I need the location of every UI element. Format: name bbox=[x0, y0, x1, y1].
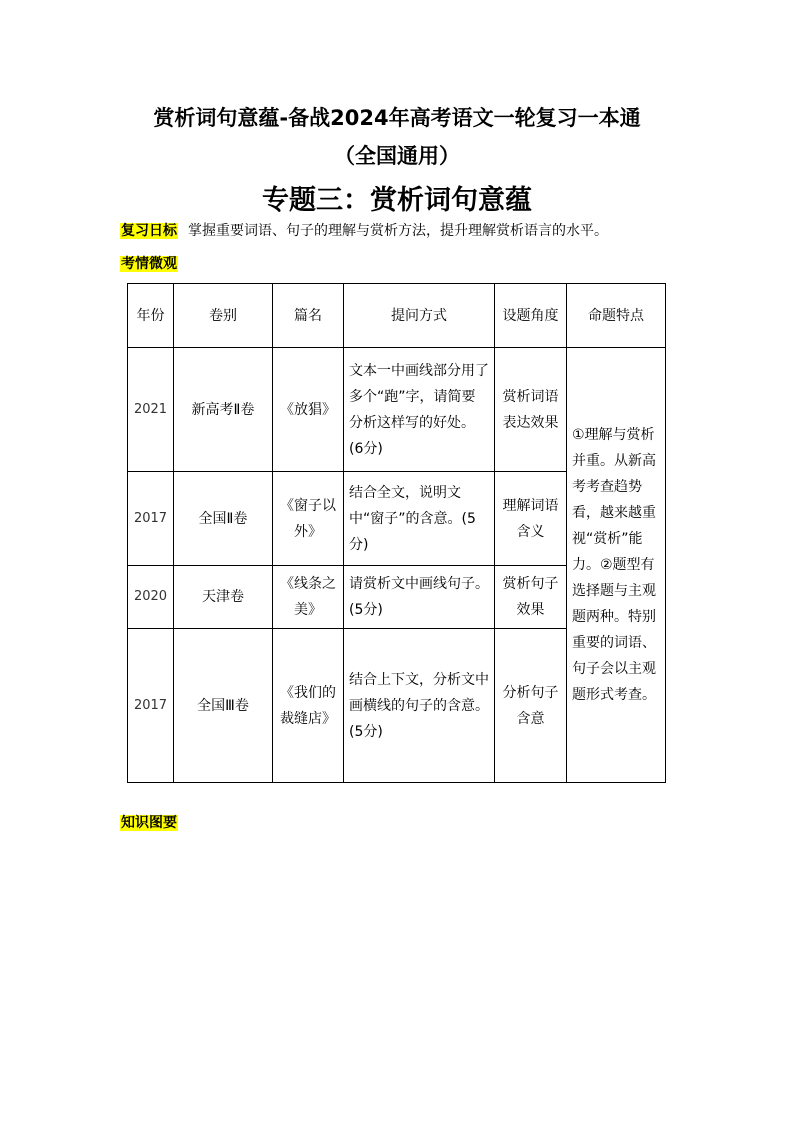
table-row bbox=[128, 348, 666, 472]
header-question: 提问方式 bbox=[344, 284, 495, 348]
cell-year: 2020 bbox=[128, 566, 174, 629]
cell-year: 2017 bbox=[128, 629, 174, 783]
cell-question: 结合全文，说明文中“窗子”的含意。(5分) bbox=[344, 472, 495, 566]
cell-question: 结合上下文，分析文中画横线的句子的含意。(5分) bbox=[344, 629, 495, 783]
cell-title: 《线条之美》 bbox=[273, 566, 344, 629]
cell-angle: 赏析词语表达效果 bbox=[495, 348, 567, 472]
review-objective bbox=[120, 221, 608, 241]
knowledge-map-label: 知识图要 bbox=[121, 815, 177, 831]
cell-angle: 赏析句子效果 bbox=[495, 566, 567, 629]
header-angle: 设题角度 bbox=[495, 284, 567, 348]
exam-table bbox=[127, 283, 666, 783]
header-title: 篇名 bbox=[273, 284, 344, 348]
cell-angle: 分析句子含意 bbox=[495, 629, 567, 783]
cell-features: ①理解与赏析并重。从新高考考查趋势看，越来越重视“赏析”能力。②题型有选择题与主观题两种。特别重要的词语、句子会以主观题形式考查。 bbox=[567, 348, 666, 783]
cell-question: 请赏析文中画线句子。(5分) bbox=[344, 566, 495, 629]
cell-question: 文本一中画线部分用了多个“跑”字，请简要分析这样写的好处。(6分) bbox=[344, 348, 495, 472]
document-subtitle: （全国通用） bbox=[334, 144, 460, 168]
objective-label: 复习日标 bbox=[121, 223, 177, 239]
cell-angle: 理解词语含义 bbox=[495, 472, 567, 566]
cell-paper: 新高考Ⅱ卷 bbox=[174, 348, 273, 472]
cell-year: 2021 bbox=[128, 348, 174, 472]
exam-analysis-label: 考情微观 bbox=[121, 256, 177, 272]
header-year: 年份 bbox=[128, 284, 174, 348]
header-paper: 卷别 bbox=[174, 284, 273, 348]
topic-heading: 专题三：赏析词句意蕴 bbox=[262, 185, 532, 216]
objective-text: 掌握重要词语、句子的理解与赏析方法，提升理解赏析语言的水平。 bbox=[188, 223, 608, 239]
document-title: 赏析词句意蕴-备战2024年高考语文一轮复习一本通 bbox=[153, 106, 641, 130]
cell-title: 《放猖》 bbox=[273, 348, 344, 472]
table-header-row bbox=[128, 284, 666, 348]
header-features: 命题特点 bbox=[567, 284, 666, 348]
cell-paper: 全国Ⅱ卷 bbox=[174, 472, 273, 566]
cell-title: 《窗子以外》 bbox=[273, 472, 344, 566]
cell-year: 2017 bbox=[128, 472, 174, 566]
cell-paper: 天津卷 bbox=[174, 566, 273, 629]
cell-paper: 全国Ⅲ卷 bbox=[174, 629, 273, 783]
cell-title: 《我们的裁缝店》 bbox=[273, 629, 344, 783]
